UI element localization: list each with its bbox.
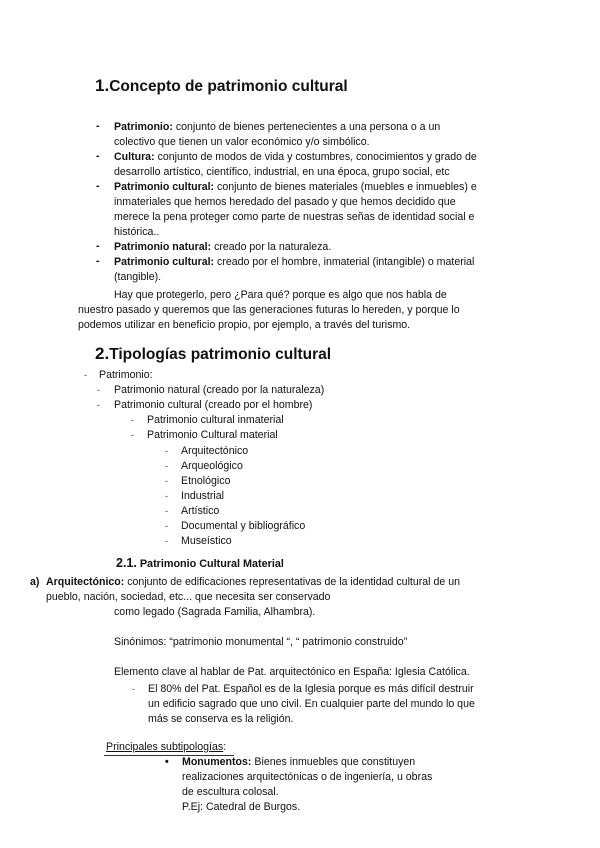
church-line: más se conserva es la religión. (148, 713, 294, 725)
definition-text: histórica.. (114, 226, 160, 238)
definition-item (114, 180, 477, 195)
definition-text: pueblo, nación, sociedad, etc... que necesita ser conservado (46, 591, 331, 603)
dash-bullet: - (131, 415, 134, 425)
monuments-text: Bienes inmuebles que constituyen (254, 756, 416, 768)
subtypologies-label: Principales subtipologías (106, 741, 224, 753)
dash-bullet: - (165, 446, 168, 456)
tree-subtype: Etnológico (181, 475, 231, 487)
dash-bullet: - (96, 180, 100, 192)
dash-bullet: - (165, 521, 168, 531)
definition-item (114, 255, 474, 270)
definition-term: Patrimonio cultural: (114, 181, 215, 193)
bullet-dot: • (165, 756, 169, 768)
section-1-title: Concepto de patrimonio cultural (109, 78, 348, 95)
section-1-heading (95, 76, 348, 96)
dash-bullet: - (165, 476, 168, 486)
definition-text: como legado (Sagrada Familia, Alhambra). (114, 606, 316, 618)
section-2-1-number: 2.1. (116, 556, 137, 570)
definition-term: Arquitectónico: (46, 576, 125, 588)
definition-term: Cultura: (114, 151, 155, 163)
tree-item-natural: Patrimonio natural (creado por la naturaleza) (114, 384, 325, 396)
definition-text: merece la pena proteger como parte de nuestras señas de identidad social e (114, 211, 475, 223)
definition-text: conjunto de bienes pertenecientes a una persona o a un (175, 121, 441, 133)
dash-bullet: - (84, 370, 87, 380)
tree-subtype: Industrial (181, 490, 224, 502)
tree-item-cultural: Patrimonio cultural (creado por el hombre) (114, 399, 313, 411)
dash-bullet: - (97, 400, 100, 410)
list-label-a: a) (30, 576, 40, 588)
definition-text: desarrollo artístico, científico, industrial, en una época, grupo social, etc (114, 166, 450, 178)
tree-item-inmaterial: Patrimonio cultural inmaterial (147, 414, 284, 426)
dash-bullet: - (165, 506, 168, 516)
dash-bullet: - (96, 240, 100, 252)
dash-bullet: - (131, 430, 134, 440)
definition-text: conjunto de bienes materiales (muebles e inmuebles) e (217, 181, 477, 193)
definition-text: (tangible). (114, 271, 162, 283)
tree-subtype: Documental y bibliográfico (181, 520, 306, 532)
definition-text: conjunto de modos de vida y costumbres, conocimientos y grado de (157, 151, 477, 163)
definition-text: conjunto de edificaciones representativas de la identidad cultural de un (127, 576, 460, 588)
definition-term: Patrimonio: (114, 121, 173, 133)
tree-root: Patrimonio: (99, 369, 153, 381)
section-2-heading (95, 344, 331, 364)
tree-subtype: Arquitectónico (181, 445, 249, 457)
tree-subtype: Arqueológico (181, 460, 243, 472)
dash-bullet: - (97, 385, 100, 395)
tree-subtype: Artístico (181, 505, 220, 517)
subtypologies-colon: : (223, 741, 227, 753)
definition-text: creado por la naturaleza. (214, 241, 332, 253)
section-2-1-heading (116, 556, 284, 570)
section-2-1-title: Patrimonio Cultural Material (139, 558, 284, 570)
dash-bullet: - (165, 491, 168, 501)
tree-item-material: Patrimonio Cultural material (147, 429, 278, 441)
dash-bullet: - (165, 461, 168, 471)
subtypologies-heading (106, 740, 226, 755)
monuments-line (182, 755, 415, 770)
monuments-text: de escultura colosal. (182, 786, 279, 798)
tree-subtype: Museístico (181, 535, 232, 547)
church-line: El 80% del Pat. Español es de la Iglesia porque es más difícil destruir (148, 683, 474, 695)
section-2-number: 2. (95, 344, 110, 363)
dash-bullet: - (96, 150, 100, 162)
definition-item (114, 240, 331, 255)
section-1-number: 1. (95, 76, 110, 95)
definition-term: Patrimonio cultural: (114, 256, 215, 268)
definition-text: creado por el hombre, inmaterial (intangible) o material (217, 256, 475, 268)
paragraph-line: nuestro pasado y queremos que las generaciones futuras lo hereden, y porque lo (78, 304, 460, 316)
definition-item (114, 150, 477, 165)
definition-term: Patrimonio natural: (114, 241, 212, 253)
monuments-example: P.Ej: Catedral de Burgos. (182, 801, 301, 813)
definition-text: colectivo que tienen un valor económico y/o simbólico. (114, 136, 370, 148)
paragraph-line: Hay que protegerlo, pero ¿Para qué? porque es algo que nos habla de (114, 289, 447, 301)
dash-bullet: - (96, 255, 100, 267)
section-2-title: Tipologías patrimonio cultural (109, 346, 332, 363)
definition-item (114, 120, 440, 135)
dash-bullet: - (132, 684, 135, 694)
definition-text: inmateriales que hemos heredado del pasado y que hemos decidido que (114, 196, 456, 208)
monuments-term: Monumentos: (182, 756, 252, 768)
church-line: un edificio sagrado que uno civil. En cualquier parte del mundo lo que (148, 698, 475, 710)
paragraph-line: podemos utilizar en beneficio propio, por ejemplo, a través del turismo. (78, 319, 411, 331)
dash-bullet: - (96, 120, 100, 132)
synonyms-text: Sinónimos: “patrimonio monumental “, “ patrimonio construido” (114, 636, 408, 648)
monuments-text: realizaciones arquitectónicas o de ingeniería, u obras (182, 771, 433, 783)
architectural-line (46, 575, 460, 590)
dash-bullet: - (165, 536, 168, 546)
key-element-text: Elemento clave al hablar de Pat. arquitectónico en España: Iglesia Católica. (114, 666, 470, 678)
